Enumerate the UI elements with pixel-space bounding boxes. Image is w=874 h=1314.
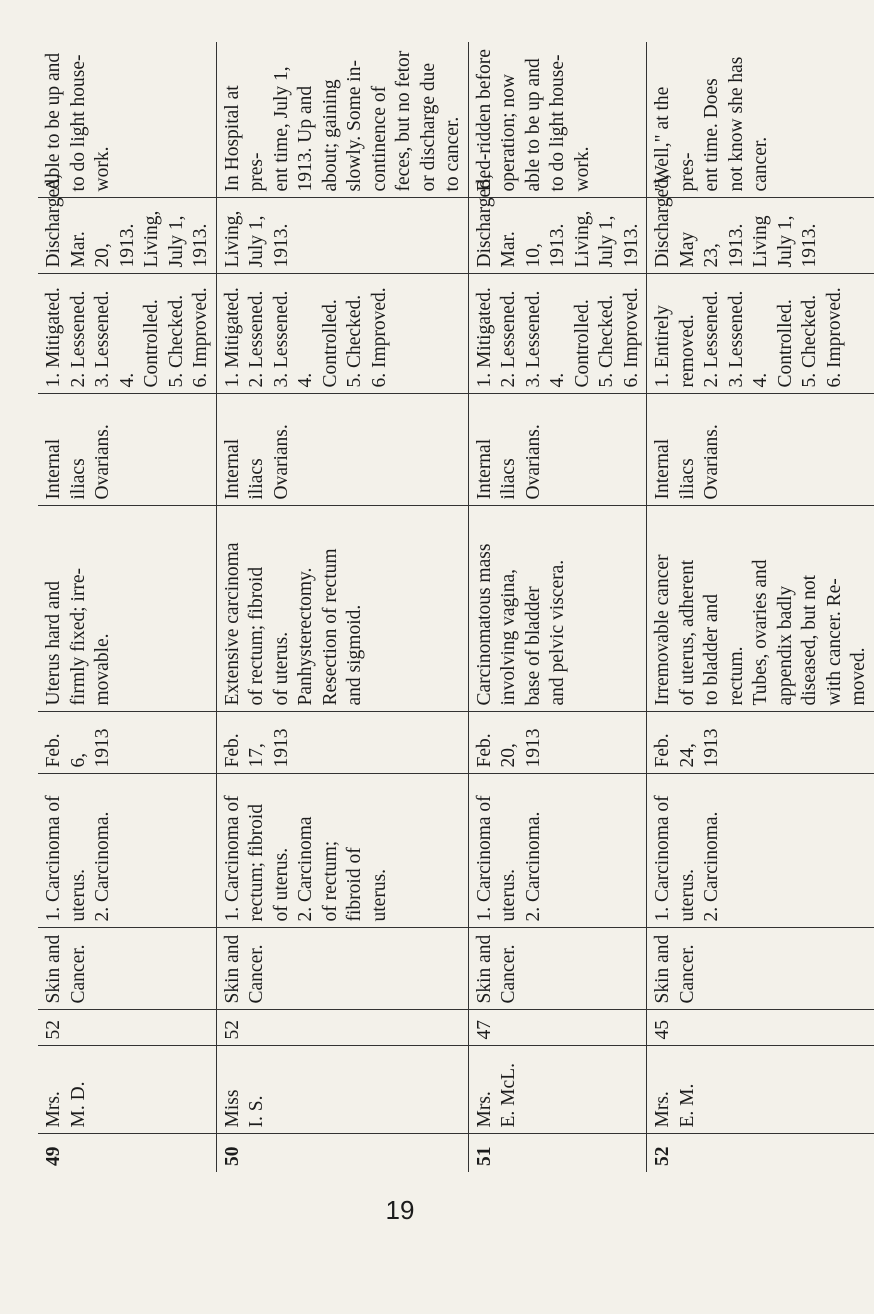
patient-name: Mrs. E. M. [647, 1046, 874, 1134]
patient-age: 45 [647, 1010, 874, 1046]
case-number: 52 [647, 1134, 874, 1172]
patient-name: Mrs. M. D. [38, 1046, 216, 1134]
present-condition: "Well," at the pres- ent time. Does not know she has cancer. [647, 42, 874, 198]
admitted-for: Skin and Cancer. [216, 928, 468, 1010]
diagnosis: 1. Carcinoma of uterus. 2. Carcinoma. [468, 774, 647, 928]
admitted-for: Skin and Cancer. [38, 928, 216, 1010]
table-row [38, 42, 216, 1172]
patient-age: 47 [468, 1010, 647, 1046]
admitted-for: Skin and Cancer. [647, 928, 874, 1010]
table-row [647, 42, 874, 1172]
operative-findings: Uterus hard and firmly fixed; irre- movable. [38, 506, 216, 712]
patient-age: 52 [38, 1010, 216, 1046]
diagnosis: 1. Carcinoma of uterus. 2. Carcinoma. [38, 774, 216, 928]
results-list: 1. Mitigated. 2. Lessened. 3. Lessened. 4. Controlled. 5. Checked. 6. Improved. [38, 274, 216, 394]
patient-name: Mrs. E. McL. [468, 1046, 647, 1134]
discharge-status: Discharged, Mar. 10, 1913. Living, July 1, 1913. [468, 198, 647, 274]
arteries-ligated: Internal iliacs Ovarians. [216, 394, 468, 506]
operation-date: Feb. 6, 1913 [38, 712, 216, 774]
arteries-ligated: Internal iliacs Ovarians. [38, 394, 216, 506]
rotated-table-page [38, 42, 869, 1172]
operation-date: Feb. 24, 1913 [647, 712, 874, 774]
table-row [216, 42, 468, 1172]
admitted-for: Skin and Cancer. [468, 928, 647, 1010]
case-number: 49 [43, 1146, 64, 1166]
diagnosis: 1. Carcinoma of uterus. 2. Carcinoma. [647, 774, 874, 928]
case-number: 51 [468, 1134, 647, 1172]
operation-date: Feb. 17, 1913 [216, 712, 468, 774]
operative-findings: Carcinomatous mass involving vagina, base of bladder and pelvic viscera. [468, 506, 647, 712]
results-list: 1. Entirely removed. 2. Lessened. 3. Lessened. 4. Controlled. 5. Checked. 6. Improved. [647, 274, 874, 394]
present-condition: In Hospital at pres- ent time, July 1, 1913. Up and about; gaining slowly. Some in- continence of feces, but no fetor or discharge due to cancer. [216, 42, 468, 198]
present-condition: Able to be up and to do light house- work. [38, 42, 216, 198]
arteries-ligated: Internal iliacs Ovarians. [468, 394, 647, 506]
discharge-status: Living, July 1, 1913. [216, 198, 468, 274]
present-condition: Bed-ridden before operation; now able to be up and to do light house- work. [468, 42, 647, 198]
diagnosis: 1. Carcinoma of rectum; fibroid of uterus. 2. Carcinoma of rectum; fibroid of uterus. [216, 774, 468, 928]
case-records-table [38, 42, 874, 1172]
discharge-status: Discharged, May 23, 1913. Living July 1, 1913. [647, 198, 874, 274]
page-number: 19 [385, 1195, 415, 1225]
results-list: 1. Mitigated. 2. Lessened. 3. Lessened. 4. Controlled. 5. Checked. 6. Improved. [468, 274, 647, 394]
operation-date: Feb. 20, 1913 [468, 712, 647, 774]
patient-name: Miss I. S. [216, 1046, 468, 1134]
operative-findings: Extensive carcinoma of rectum; fibroid of uterus. Panhysterectomy. Resection of rectum and sigmoid. [216, 506, 468, 712]
case-number: 50 [216, 1134, 468, 1172]
arteries-ligated: Internal iliacs Ovarians. [647, 394, 874, 506]
discharge-status: Discharged, Mar. 20, 1913. Living, July 1, 1913. [38, 198, 216, 274]
results-list: 1. Mitigated. 2. Lessened. 3. Lessened. 4. Controlled. 5. Checked. 6. Improved. [216, 274, 468, 394]
operative-findings: Irremovable cancer of uterus, adherent to bladder and rectum. Tubes, ovaries and appendix badly diseased, but not with cancer. Re- moved. [647, 506, 874, 712]
patient-age: 52 [216, 1010, 468, 1046]
table-row [468, 42, 647, 1172]
